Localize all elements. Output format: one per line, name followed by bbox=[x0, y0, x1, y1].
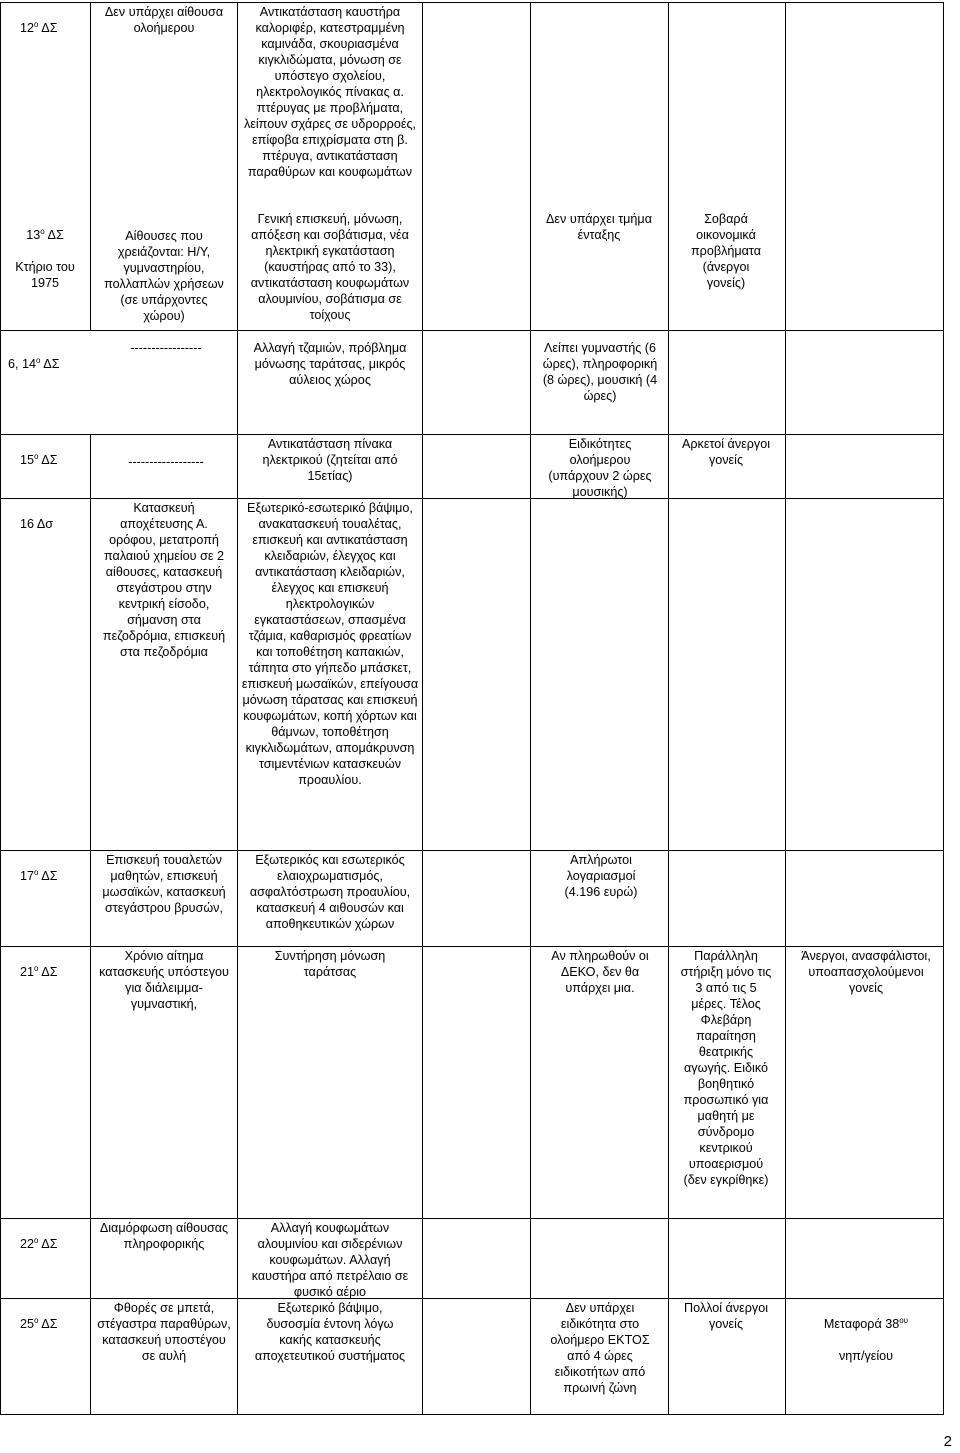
staff-cell: Απλήρωτοι λογαριασμοί (4.196 ευρώ) bbox=[564, 853, 638, 899]
social-cell: Πολλοί άνεργοι γονείς bbox=[683, 1301, 769, 1331]
works-cell: Αντικατάσταση πίνακα ηλεκτρικού (ζητείται από 15ετίας) bbox=[262, 437, 398, 483]
school-cell bbox=[20, 1300, 90, 1332]
school-label: Δσ bbox=[36, 517, 54, 531]
space-cell: Φθορές σε μπετά, στέγαστρα παραθύρων, κατασκευή υποστέγου σε αυλή bbox=[97, 1301, 231, 1363]
school-number: 17 bbox=[20, 869, 35, 883]
ordinal-suffix: ο bbox=[34, 963, 39, 973]
works-cell: Εξωτερικό βάψιμο, δυσοσμία έντονη λόγω κακής κατασκευής αποχετευτικού συστήματος bbox=[254, 1301, 406, 1363]
ordinal-suffix: ο bbox=[34, 451, 39, 461]
school-number: 12 bbox=[20, 21, 35, 35]
works-cell: Εξωτερικό-εσωτερικό βάψιμο, ανακατασκευή τουαλέτας, επισκευή και αντικατάσταση κλειδαριών, έλεγχος και αντικατάσταση κλειδαριών, έλεγχος και επισκευή ηλεκτρολογικών εγκαταστάσεων, σπασμένα τζάμια, καθαρισμός φρεατίων και τοποθέτηση καπακιών, τάπητα στο γήπεδο μπάσκετ, επισκευή μωσαϊκών, επείγουσα μόνωση τάρατσας και επισκευή κουφωμάτων, κοπή χόρτων και θάμνων, τοποθέτηση κιγκλιδωμάτων, απομάκρυνση τσιμεντένιων κατασκευών προαυλίου. bbox=[241, 501, 419, 787]
page-number: 2 bbox=[943, 1433, 952, 1450]
ordinal-suffix: ο bbox=[34, 1235, 39, 1245]
other-text: Μεταφορά 38 bbox=[823, 1317, 900, 1331]
school-number: 13 bbox=[26, 228, 41, 242]
school-label: ΔΣ bbox=[41, 453, 58, 467]
school-note: Κτήριο του 1975 bbox=[15, 260, 75, 290]
school-number: 21 bbox=[20, 965, 35, 979]
staff-cell: Δεν υπάρχει τμήμα ένταξης bbox=[546, 212, 652, 242]
works-cell: Συντήρηση μόνωση ταράτσας bbox=[274, 949, 386, 979]
school-cell bbox=[20, 852, 90, 884]
school-cell bbox=[20, 4, 90, 36]
ordinal-suffix: ο bbox=[40, 226, 45, 236]
school-cell bbox=[2, 211, 88, 291]
school-number: 16 bbox=[20, 517, 35, 531]
school-cell bbox=[20, 500, 90, 532]
social-cell: Αρκετοί άνεργοι γονείς bbox=[681, 437, 771, 467]
space-cell: ------------------ bbox=[128, 455, 204, 469]
ordinal-suffix: ου bbox=[899, 1315, 909, 1325]
staff-cell: Αν πληρωθούν οι ΔΕΚΟ, δεν θα υπάρχει μια. bbox=[551, 949, 649, 995]
other-cell: Άνεργοι, ανασφάλιστοι, υποαπασχολούμενοι γονείς bbox=[801, 949, 931, 995]
works-cell: Αλλαγή κουφωμάτων αλουμινίου και σιδερένιων κουφωμάτων. Αλλαγή καυστήρα από πετρέλαιο σε φυσικό αέριο bbox=[251, 1221, 409, 1299]
works-cell: Αλλαγή τζαμιών, πρόβλημα μόνωσης ταράτσας, μικρός αύλειος χώρος bbox=[253, 341, 407, 387]
ordinal-suffix: ο bbox=[34, 1315, 39, 1325]
school-cell bbox=[20, 1220, 90, 1252]
school-number: 15 bbox=[20, 453, 35, 467]
social-cell: Παράλληλη στήριξη μόνο τις 3 από τις 5 μέρες. Τέλος Φλεβάρη παραίτηση θεατρικής αγωγής. Ειδικό βοηθητικό προσωπικό για μαθητή με σύνδρομο κεντρικού υποαερισμού (δεν εγκρίθηκε) bbox=[680, 949, 772, 1187]
space-cell: Δεν υπάρχει αίθουσα ολοήμερου bbox=[104, 5, 224, 35]
school-label: ΔΣ bbox=[41, 1237, 58, 1251]
school-label: ΔΣ bbox=[41, 965, 58, 979]
space-cell: Χρόνιο αίτημα κατασκευής υπόστεγου για διάλειμμα-γυμναστική, bbox=[99, 949, 229, 1011]
works-cell: Εξωτερικός και εσωτερικός ελαιοχρωματισμός, ασφαλτόστρωση προαυλίου, κατασκευή 4 αιθουσών και αποθηκευτικών χώρων bbox=[249, 853, 411, 931]
other-text-tail: νηπ/γείου bbox=[838, 1349, 894, 1363]
social-cell: Σοβαρά οικονομικά προβλήματα (άνεργοι γονείς) bbox=[690, 212, 762, 290]
ordinal-suffix: ο bbox=[36, 355, 41, 365]
school-label: ΔΣ bbox=[41, 869, 58, 883]
works-cell: Γενική επισκευή, μόνωση, απόξεση και σοβάτισμα, νέα ηλεκτρική εγκατάσταση (καυστήρας από το 33), αντικατάσταση κουφωμάτων αλουμινίου, σοβάτισμα σε τοίχους bbox=[250, 212, 410, 322]
ordinal-suffix: ο bbox=[34, 867, 39, 877]
school-label: ΔΣ bbox=[43, 357, 60, 371]
school-number: 6, 14 bbox=[8, 357, 37, 371]
school-cell bbox=[20, 436, 90, 468]
school-label: ΔΣ bbox=[41, 21, 58, 35]
space-cell: Κατασκευή αποχέτευσης Α. ορόφου, μετατροπή παλαιού χημείου σε 2 αίθουσες, κατασκευή στεγάστρου στην κεντρική είσοδο, σήμανση στα πεζοδρόμια, επισκευή στα πεζοδρόμια bbox=[102, 501, 226, 659]
other-cell bbox=[798, 1300, 934, 1364]
staff-cell: Δεν υπάρχει ειδικότητα στο ολοήμερο ΕΚΤΟΣ από 4 ώρες ειδικοτήτων από πρωινή ζώνη bbox=[550, 1301, 650, 1395]
ordinal-suffix: ο bbox=[34, 19, 39, 29]
space-cell: ----------------- bbox=[130, 341, 202, 355]
space-cell: Αίθουσες που χρειάζονται: Η/Υ, γυμναστηρίου, πολλαπλών χρήσεων (σε υπάρχοντες χώρου) bbox=[104, 229, 224, 323]
school-cell bbox=[8, 340, 98, 372]
space-cell: Διαμόρφωση αίθουσας πληροφορικής bbox=[99, 1221, 229, 1251]
school-label: ΔΣ bbox=[41, 1317, 58, 1331]
school-label: ΔΣ bbox=[47, 228, 64, 242]
works-cell: Αντικατάσταση καυστήρα καλοριφέρ, κατεστραμμένη καμινάδα, σκουριασμένα κιγκλιδώματα, μόνωση σε υπόστεγο σχολείου, ηλεκτρολογικός πίνακας α. πτέρυγας με προβλήματα, λείπουν σχάρες σε υδρορροές, επίφοβα επιχρίσματα στη β. πτέρυγα, αντικατάσταση παραθύρων και κουφωμάτων bbox=[243, 5, 417, 179]
school-number: 22 bbox=[20, 1237, 35, 1251]
school-cell bbox=[20, 948, 90, 980]
staff-cell: Λείπει γυμναστής (6 ώρες), πληροφορική (8 ώρες), μουσική (4 ώρες) bbox=[542, 341, 658, 403]
school-number: 25 bbox=[20, 1317, 35, 1331]
space-cell: Επισκευή τουαλετών μαθητών, επισκευή μωσαϊκών, κατασκευή στεγάστρου βρυσών, bbox=[102, 853, 226, 915]
staff-cell: Ειδικότητες ολοήμερου (υπάρχουν 2 ώρες μουσικής) bbox=[548, 437, 652, 499]
